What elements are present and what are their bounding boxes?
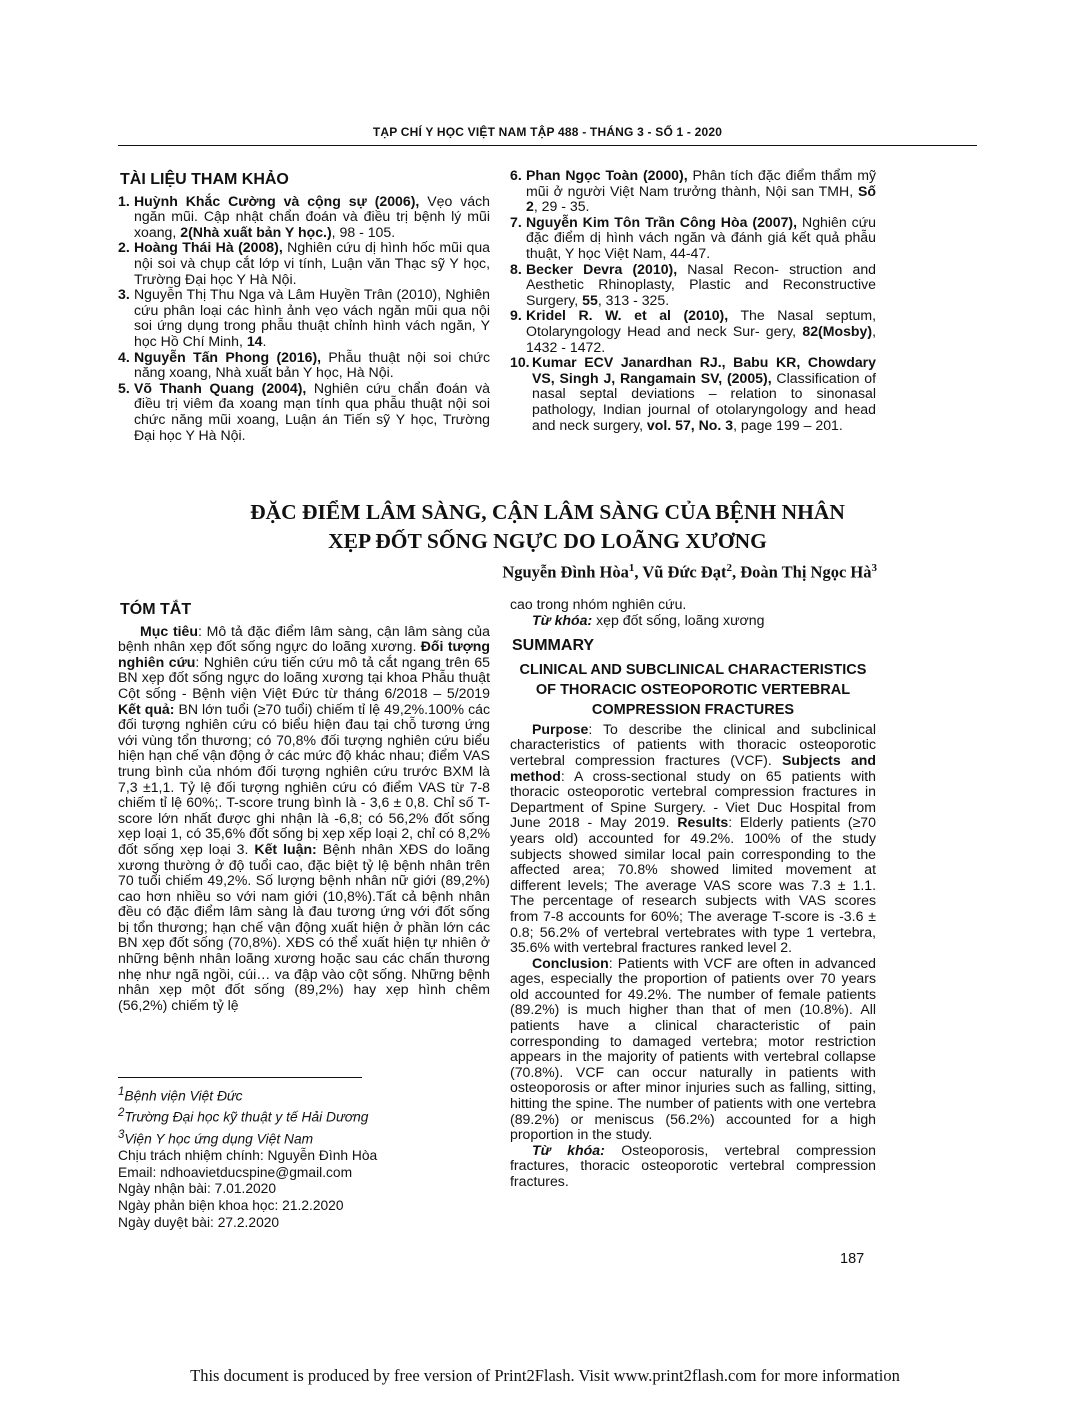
responsible-author: Chịu trách nhiệm chính: Nguyễn Đình Hòa (118, 1147, 378, 1163)
page-number: 187 (840, 1251, 865, 1267)
reference-item: 2. Hoàng Thái Hà (2008), Nghiên cứu dị hình hốc mũi qua nội soi và chụp cắt lớp vi tính, Luận văn Thạc sỹ Y học, Trường Đại học Y Hà Nội. (118, 239, 491, 287)
footnotes (118, 1084, 490, 1231)
summary-conclusion: Conclusion: Patients with VCF are often in advanced ages, especially the proportion of patients over 70 years old accounted for 49.2%. The number of female patients (89.2%) is much higher than that of men (10.8%). All patients have a clinical characteristic of pain corresponding to damaged vertebra; motor restriction appears in the majority of patients with vertebral collapse (70.8%). VCF can occur naturally in patients with osteoporosis or after minor injuries such as falling, sitting, hitting the spine. The number of patients with one vertebra (89.2%) or meniscus (56.2%) accounted for a high proportion in the study. (510, 954, 876, 1143)
reference-list-right (510, 168, 876, 433)
reference-item: 3. Nguyễn Thị Thu Nga và Lâm Huyền Trân (2010), Nghiên cứu phân loại các hình ảnh vẹo vách ngăn mũi qua nội soi ứng dụng trong phẫu thuật chỉnh hình vách ngăn, Y học Hồ Chí Minh, 14. (118, 286, 490, 349)
abstract-paragraph: Mục tiêu: Mô tả đặc điểm lâm sàng, cận lâm sàng của bệnh nhân xẹp đốt sống ngực do loãng xương. Đối tượng nghiên cứu: Nghiên cứu tiến cứu mô tả cắt ngang trên 65 BN xẹp đốt sống ngực do loãng xương tại khoa Phẫu thuật Cột sống - Bệnh viện Việt Đức từ tháng 6/2018 – 5/2019 Kết quả: BN lớn tuổi (≥70 tuổi) chiếm tỉ lệ 49,2%.100% các đối tượng nghiên cứu có biểu hiện đau tại chỗ tương ứng với vùng tổn thương; có 70,8% đối tượng nghiên cứu biểu hiện hạn chế vận động ở các mức độ khác nhau; điểm VAS trung bình của nhóm đối tượng nghiên cứu trước BXM là 7,3 ±1,1. Tỷ lệ đối tượng nghiên cứu có điểm VAS từ 7-8 chiếm tỉ lệ 60%;. T-score trung bình là - 3,6 ± 0,8. Chỉ số T- score lớn nhất được ghi nhận là -6,8; có 56,2% đốt sống xẹp loại 1, có 35,6% đốt sống bị xẹp xếp loại 2, chỉ có 8,2% đốt sống xẹp loại 3. Kết luận: Bệnh nhân XĐS do loãng xương thường ở độ tuổi cao, đặc biệt tỷ lệ bệnh nhân trên 70 tuổi chiếm 49,2%. Số lượng bệnh nhân nữ giới (89,2%) cao hơn nhiều so với nam giới (10,8%).Tất cả bệnh nhân đều có đặc điểm lâm sàng là đau tương ứng với đốt sống bị tổn thương; hạn chế vận động xuất hiện ở phần lớn các BN xẹp đốt sống (70,8%). XĐS có thể xuất hiện tự nhiên ở những bệnh nhân loãng xương hoặc sau các chấn thương nhẹ như ngã ngồi, cúi… va đập vào cột sống. Những bệnh nhân xẹp một đốt sống (89,2%) hay xẹp hình chêm (56,2%) chiếm tỷ lệ (118, 622, 490, 1013)
references-left-column (118, 168, 490, 443)
affiliation: $^3$Viện Y học ứng dụng Việt Nam (118, 1128, 314, 1147)
author-name: Đoàn Thị Ngọc Hà (740, 562, 872, 582)
date-approved: Ngày duyệt bài: 27.2.2020 (118, 1214, 280, 1230)
reference-item: 9. Kridel R. W. et al (2010), The Nasal septum, Otolaryngology Head and neck Sur- gery, 82(Mosby), 1432 - 1472. (510, 307, 876, 355)
references-title: TÀI LIỆU THAM KHẢO (120, 171, 289, 188)
reference-item: 7. Nguyễn Kim Tôn Trần Công Hòa (2007), Nghiên cứu đặc điểm dị hình vách ngăn và đánh giá kết quả phẫu thuật, Y học Việt Nam, 44-47. (510, 213, 876, 261)
reference-list-left (118, 194, 490, 444)
author-name: Vũ Đức Đạt (642, 562, 727, 582)
english-title: CLINICAL AND SUBCLINICAL CHARACTERISTICS OF THORACIC OSTEOPOROTIC VERTEBRAL COMPRESSION FRACTURES (519, 661, 867, 718)
references-right-column (510, 168, 876, 433)
summary-english (510, 597, 876, 1190)
print2flash-banner: This document is produced by free version of Print2Flash. Visit www.print2flash.com for more information (190, 1366, 900, 1385)
abstract-continuation: cao trong nhóm nghiên cứu. (510, 596, 687, 612)
abstract-title: TÓM TẮT (120, 601, 192, 618)
date-received: Ngày nhận bài: 7.01.2020 (118, 1181, 277, 1197)
reference-item: 10. Kumar ECV Janardhan RJ., Babu KR, Chowdary VS, Singh J, Rangamain SV, (2005), Classification of nasal septal deviations – relation to sinonasal pathology, Indian journal of otolaryngology and head and neck surgery, vol. 57, No. 3, page 199 – 201. (510, 354, 876, 433)
abstract-keywords: Từ khóa: xẹp đốt sống, loãng xương (532, 611, 765, 628)
date-reviewed: Ngày phản biện khoa học: 21.2.2020 (118, 1198, 344, 1213)
summary-keywords: Từ khóa: Osteoporosis, vertebral compression fractures, thoracic osteoporotic vertebral compression fractures. (510, 1141, 876, 1189)
contact-email: Email: ndhoavietducspine@gmail.com (118, 1164, 353, 1180)
reference-item: 1. Huỳnh Khắc Cường và cộng sự (2006), Vẹo vách ngăn mũi. Cập nhật chẩn đoán và điều trị bệnh lý mũi xoang, 2(Nhà xuất bản Y học.), 98 - 105. (118, 192, 490, 240)
reference-item: 5. Võ Thanh Quang (2004), Nghiên cứu chẩn đoán và điều trị viêm đa xoang mạn tính qua phẫu thuật nội soi chức năng mũi xoang, Luận án Tiến sỹ Y học, Trường Đại học Y Hà Nội. (118, 379, 490, 443)
article-title: ĐẶC ĐIỂM LÂM SÀNG, CẬN LÂM SÀNG CỦA BỆNH NHÂN XẸP ĐỐT SỐNG NGỰC DO LOÃNG XƯƠNG (250, 500, 845, 553)
abstract-vietnamese (118, 598, 490, 1013)
footnote-divider (118, 1077, 362, 1078)
affiliation: $^1$Bệnh viện Việt Đức (118, 1086, 243, 1104)
affiliation: $^2$Trường Đại học kỹ thuật y tế Hải Dương (118, 1107, 369, 1125)
summary-title: SUMMARY (512, 637, 595, 655)
summary-paragraph: Purpose: To describe the clinical and subclinical characteristics of patients with thoracic osteoporotic vertebral compression fractures (VCF). Subjects and method: A cross-sectional study on 65 patients with thoracic osteoporotic vertebral compression fractures in Department of Spine Surgery. - Viet Duc Hospital from June 2018 - May 2019. Results: Elderly patients (≥70 years old) accounted for 49.2%. 100% of the study subjects showed similar local pain corresponding to the affected area; 70.8% showed limited movement at different levels; The average VAS score was 7.3 ± 1.1. The percentage of research subjects with VAS scores from 7-8 accounts for 60%; The average T-score is -3.6 ± 0.8; 56.2% of vertebral vertebrates with type 1 vertebra, 35.6% with vertebral fractures ranked level 2. (510, 720, 876, 956)
reference-item: 8. Becker Devra (2010), Nasal Recon- struction and Aesthetic Rhinoplasty, Plastic and Reconstructive Surgery, 55, 313 - 325. (510, 260, 876, 308)
journal-header: TẠP CHÍ Y HỌC VIỆT NAM TẬP 488 - THÁNG 3 - SỐ 1 - 2020 (118, 125, 977, 146)
reference-item: 4. Nguyễn Tấn Phong (2016), Phẫu thuật nội soi chức năng xoang, Nhà xuất bản Y học, Hà Nội. (118, 348, 491, 381)
article-authors: Nguyễn Đình Hòa$^1$, Vũ Đức Đạt$^2$, Đoàn Thị Ngọc $Hà^3$ (502, 562, 877, 582)
reference-item: 6. Phan Ngọc Toàn (2000), Phân tích đặc điểm thẩm mỹ mũi ở người Việt Nam trưởng thành, Nội san TMH, Số 2, 29 - 35. (510, 167, 876, 215)
author-name: Nguyễn Đình Hòa (502, 562, 629, 582)
